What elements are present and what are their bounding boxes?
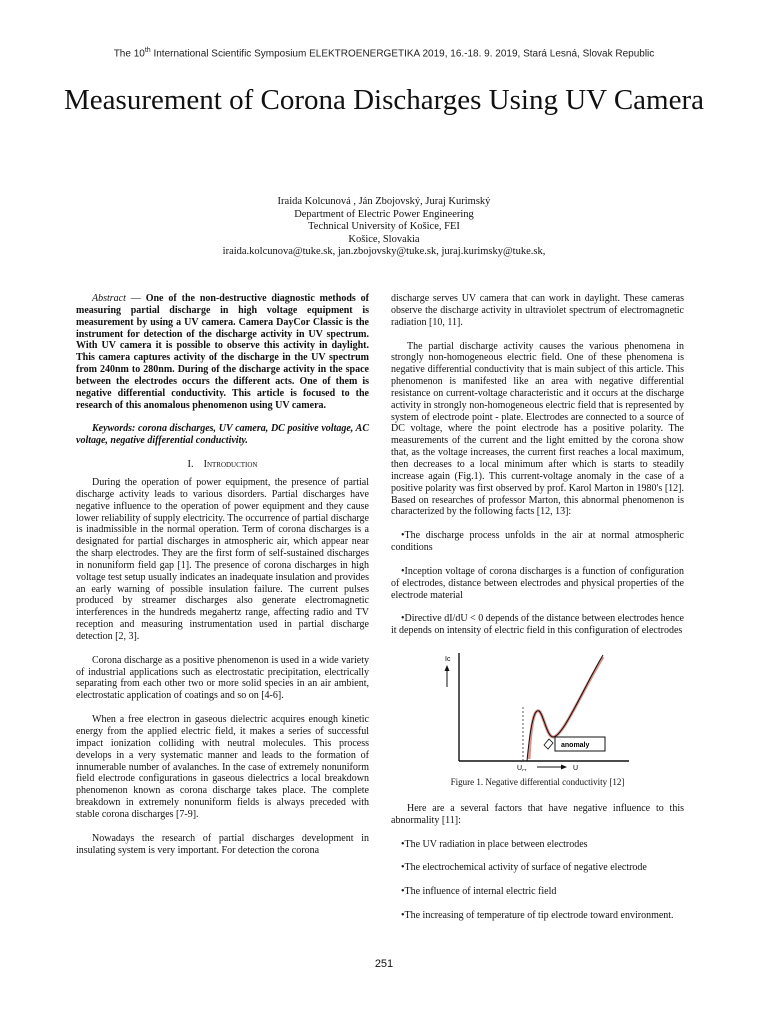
- intro-paragraph-2: Corona discharge as a positive phenomenon is used in a wide variety of industrial applications such as electrostatic precipitation, electrically separating from each other two or more solid species in an air ambient, electrostatic application of coatings and so on [4-6].: [76, 654, 369, 702]
- page-number: 251: [374, 958, 394, 970]
- right-paragraph-3: Here are a several factors that have negative influence to this abnormality [11]:: [391, 802, 684, 826]
- section-name: Introduction: [203, 459, 258, 471]
- factor-item: •The influence of internal electric field: [401, 886, 557, 898]
- figure-1-caption: Figure 1. Negative differential conductivity [12]: [450, 777, 625, 788]
- fact-item: •The discharge process unfolds in the air at normal atmospheric conditions: [391, 530, 684, 554]
- conference-header: [0, 47, 768, 59]
- keywords-label: Keywords:: [92, 423, 136, 435]
- figure-1: [391, 649, 684, 771]
- factor-item: •The UV radiation in place between electrodes: [401, 838, 588, 850]
- y-axis-label: Ic: [444, 656, 450, 664]
- intro-paragraph-1: During the operation of power equipment, the presence of partial discharge activity leads to various disorders. Partial discharges have negative influence to the operation of power equipment and they cause lower reliability of supply electricity. The occurrence of partial discharge is inadmissible in the normal operation. Term of corona discharges is a designated for partial discharges in atmospheric air, which appear near the sharp electrodes. They are the first form of self-sustained discharges in nonuniform field gap [1]. The presence of corona discharges in high voltage test setup usually indicates an inadequate insulation and provides an early warning of possible insulation failure. The current pulses produced by streamer discharges also generate electromagnetic interferences in the hundreds megahertz range, affecting radio and TV reception and measuring instrumentation used in partial discharge detection [2, 3].: [76, 476, 369, 642]
- right-paragraph-1: discharge serves UV camera that can work in daylight. These cameras observe the discharge activity in ultraviolet spectrum of electromagnetic radiation [10, 11].: [391, 293, 684, 328]
- y-arrow-head-icon: [444, 665, 449, 671]
- ucr-label: [517, 765, 527, 771]
- intro-paragraph-3: When a free electron in gaseous dielectric acquires enough kinetic energy from the applied electric field, it makes a series of successful impact ionization colliding with neutral molecules. This process develops in a very systematic manner and leads to the formation of innumerable number of avalanches. In the case of extremely nonuniform field electrode configurations in gaseous dielectrics a local breakdown phenomenon known as corona discharge takes place. The complete breakdown in extremely nonuniform fields is always preceded with stable corona discharges [7-9].: [76, 714, 369, 820]
- author-city: Košice, Slovakia: [348, 233, 420, 245]
- section-heading-introduction: [76, 459, 369, 471]
- abstract: [76, 293, 369, 411]
- facts-list: [391, 530, 684, 637]
- factor-item: •The electrochemical activity of surface of negative electrode: [401, 862, 647, 874]
- factors-list: [391, 839, 684, 922]
- author-block: [0, 196, 768, 259]
- author-names: Iraida Kolcunová , Ján Zbojovský, Juraj Kurimský: [277, 196, 491, 207]
- conference-header-post: International Scientific Symposium ELEKTROENERGETIKA 2019, 16.-18. 9. 2019, Stará Lesná, Slovak Republic: [150, 48, 655, 60]
- author-university: Technical University of Košice, FEI: [308, 221, 460, 233]
- fact-item: •Directive dI/dU < 0 depends of the distance between electrodes hence it depends on intensity of electric field in this configuration of electrodes: [391, 613, 684, 637]
- conference-header-pre: The 10: [113, 48, 145, 60]
- anomaly-arrow-icon: [544, 739, 553, 749]
- anomaly-label: anomaly: [560, 742, 589, 750]
- keywords-text: corona discharges, UV camera, DC positive voltage, AC voltage, negative differential conductivity.: [76, 423, 369, 447]
- factor-item: •The increasing of temperature of tip electrode toward environment.: [401, 910, 674, 922]
- author-department: Department of Electric Power Engineering: [294, 208, 474, 220]
- abstract-dash: —: [125, 293, 146, 304]
- x-arrow-head-icon: [561, 765, 567, 770]
- conference-header-sup: th: [144, 47, 151, 54]
- right-column: [391, 293, 684, 934]
- right-paragraph-2: The partial discharge activity causes the various phenomena in strongly non-homogeneous electric field. One of these phenomena is negative differential conductivity that is main subject of this article. This phenomenon is manifested like an area with negative differential resistance on current-voltage characteristic and it occurs at the discharge activity in strongly non-homogeneous electric field that is represented by system of electrode point - plate. Electrodes are connected to a source of DC voltage, where the point electrode has a positive polarity. The measurements of the current and the light emitted by the corona show that, as the voltage increases, the current first reaches a local maximum, then decreases to a local minimum after which is starts to steadily increase again (Fig.1). This current-voltage anomaly in the case of a positive polarity was first observed by prof. Karol Marton in 1980's [12]. Based on researches of professor Marton, this abnormal phenomenon is characterized by the following facts [12, 13]:: [391, 340, 684, 518]
- keywords: [76, 423, 369, 447]
- intro-paragraph-4: Nowadays the research of partial discharges development in insulating system is very important. For detection the corona: [76, 832, 369, 856]
- fact-item: •Inception voltage of corona discharges is a function of configuration of electrodes, distance between electrodes and physical properties of the electrode material: [391, 565, 684, 601]
- left-column: [76, 293, 369, 868]
- ndc-graph: [443, 649, 633, 771]
- x-axis-label: U: [572, 765, 578, 772]
- section-number: I.: [187, 459, 194, 471]
- abstract-text: One of the non-destructive diagnostic methods of measuring partial discharge in high voltage equipment is measurement by using a UV camera. Camera DayCor Classic is the instrument for detection of the discharge activity in UV spectrum. With UV camera it is possible to observe this activity in daylight. This camera captures activity of the discharge in the UV spectrum from 240nm to 280nm. During of the discharge activity in the space between the electrodes occurs the different acts. One of them is negative differential conductivity. This article is focused to the research of this anomalous phenomenon using UV camera.: [76, 293, 369, 411]
- ucr-label-sub: cr: [521, 768, 526, 772]
- paper-title: Measurement of Corona Discharges Using UV Camera: [64, 84, 704, 116]
- author-emails: iraida.kolcunova@tuke.sk, jan.zbojovsky@tuke.sk, juraj.kurimsky@tuke.sk,: [222, 246, 546, 258]
- abstract-label: Abstract: [92, 293, 126, 304]
- ucr-label-main: U: [516, 765, 522, 772]
